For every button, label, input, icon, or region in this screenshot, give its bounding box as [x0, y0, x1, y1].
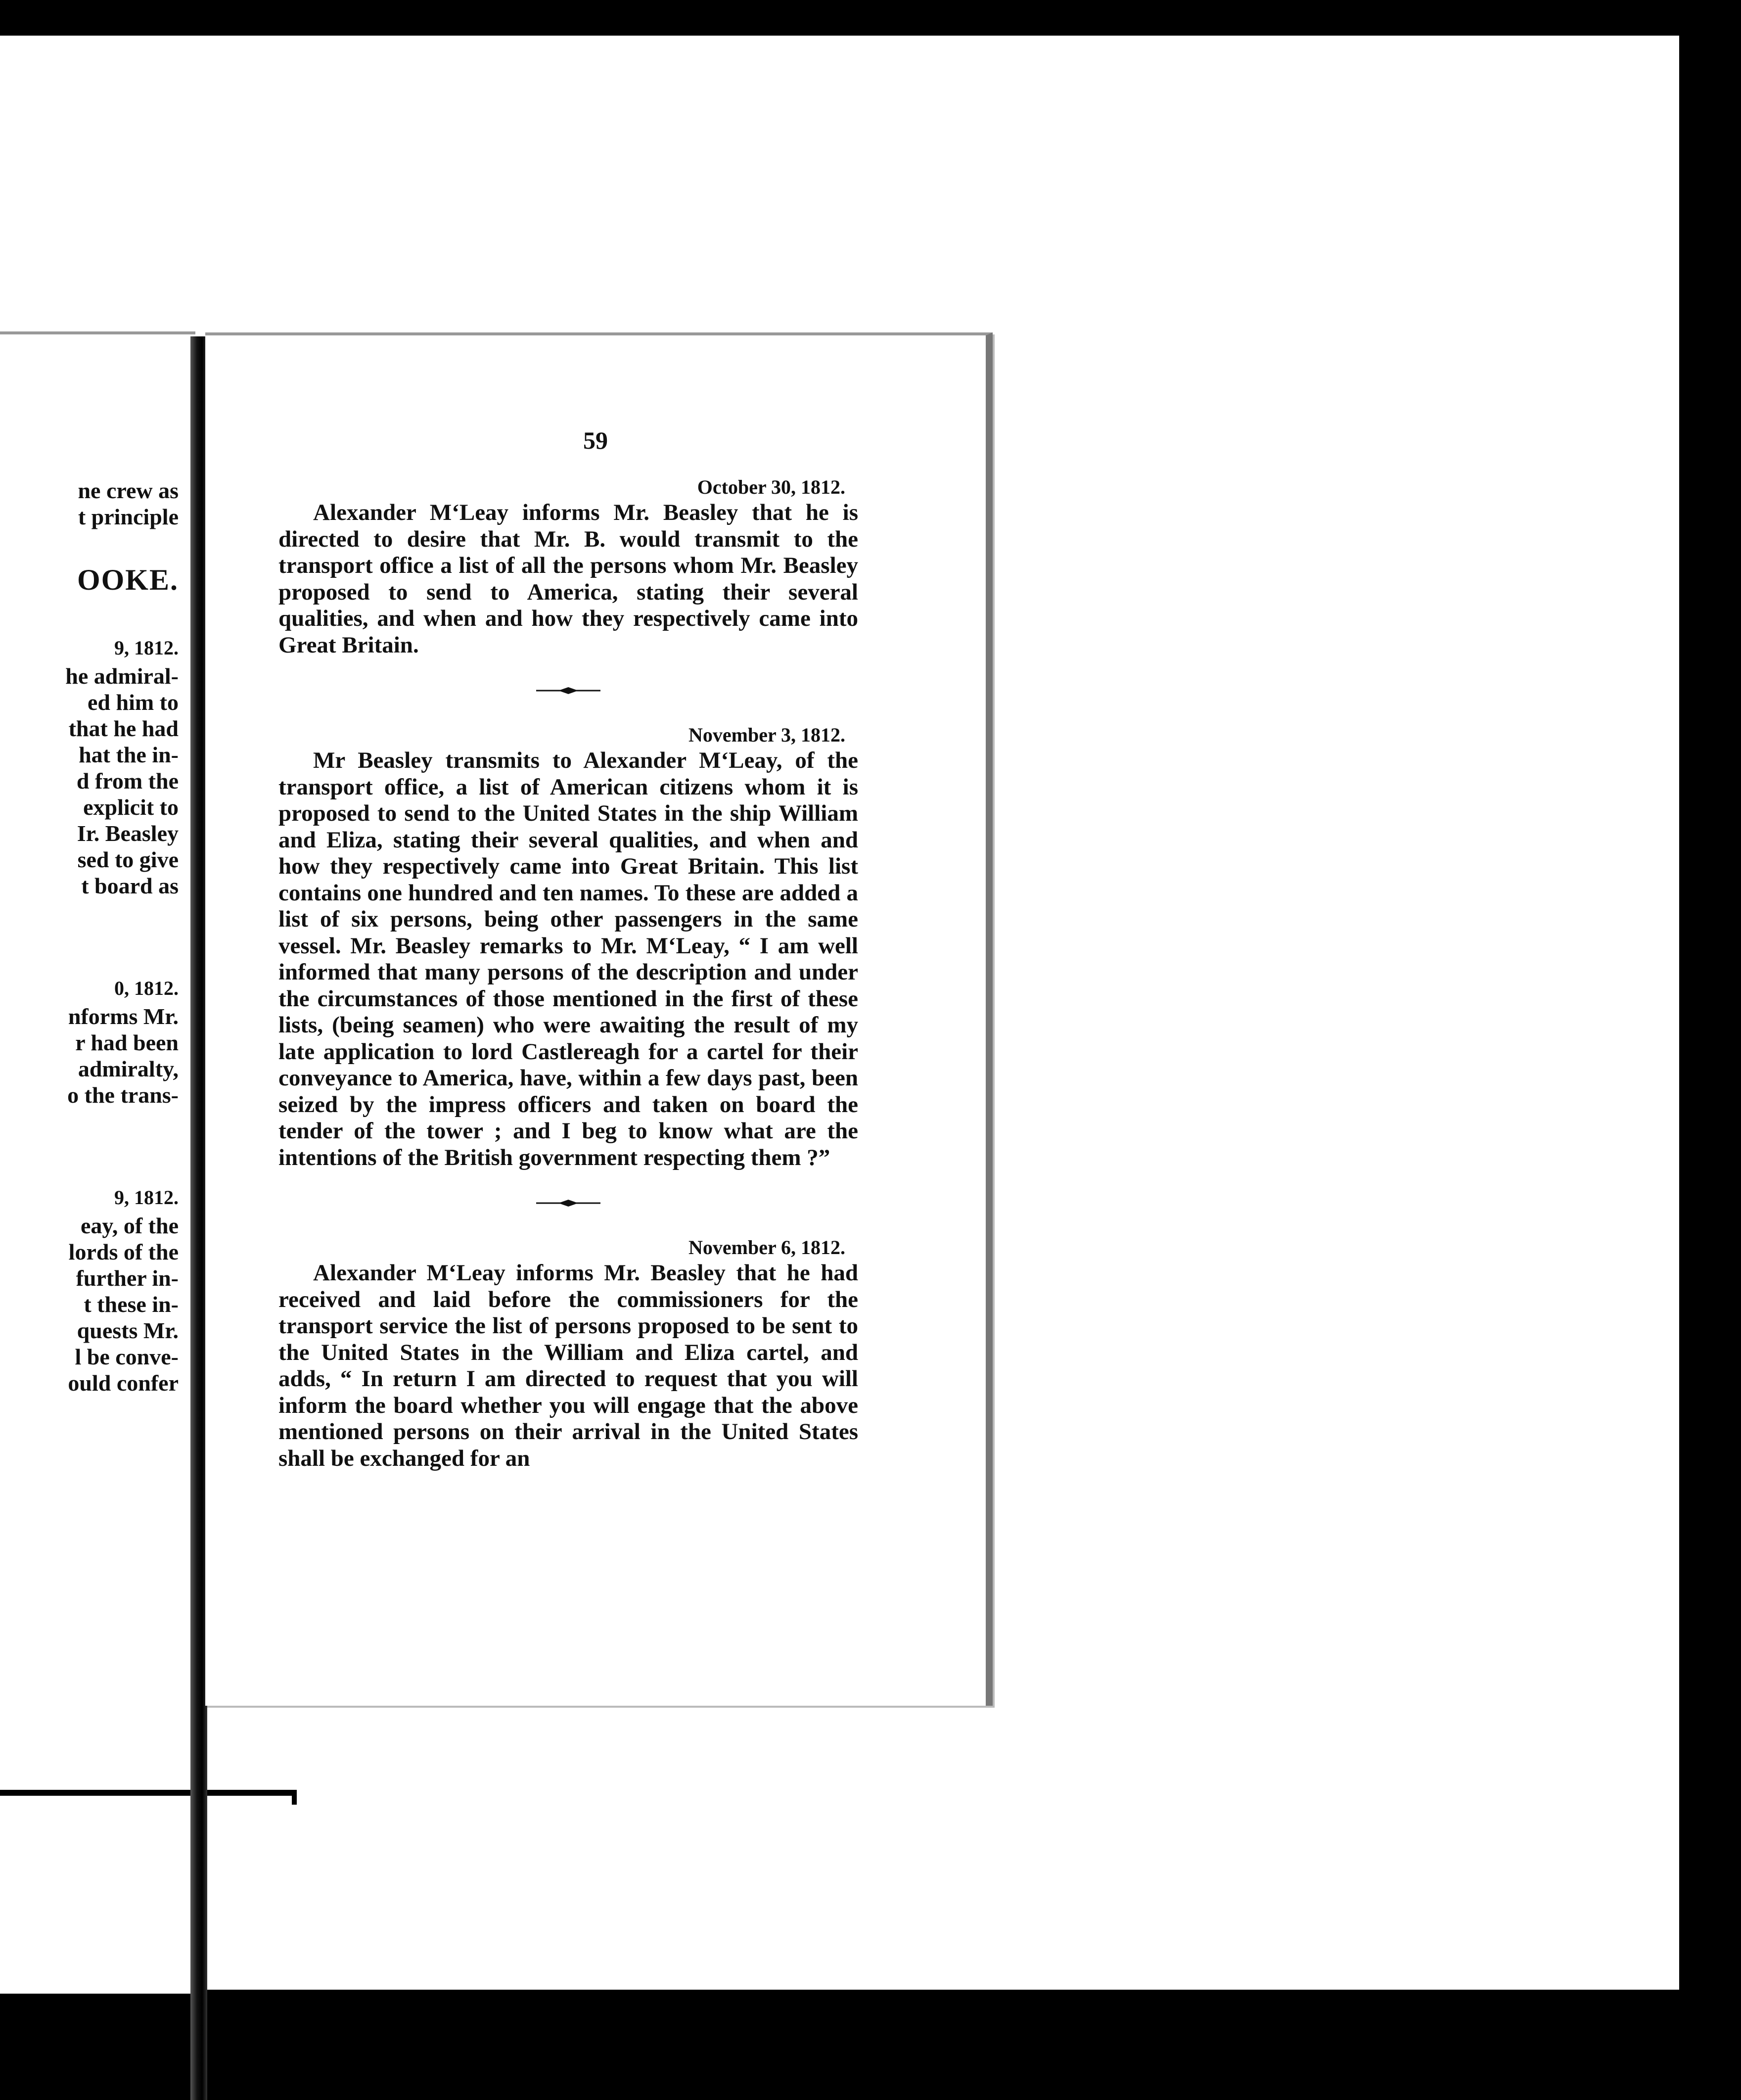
- text-line: t board as: [81, 873, 179, 898]
- text-line: nforms Mr.: [68, 1004, 179, 1029]
- book-page: [205, 332, 993, 1706]
- text-line: l be conve-: [75, 1344, 179, 1369]
- page-content: [278, 475, 858, 1472]
- entry-date: November 6, 1812.: [688, 1236, 845, 1259]
- text-line: further in-: [76, 1265, 179, 1291]
- entry-text: Alexander M‘Leay informs Mr. Beasley that he had received and laid before the commissioners for the transport service the list of persons proposed to be sent to the United States in the William and Eliza cartel, and adds, “ In return I am directed to request that you will inform the board whether you will engage that the above mentioned persons on their arrival in the United States shall be exchanged for an: [278, 1260, 858, 1471]
- previous-page-text: [0, 477, 179, 1396]
- entry-date: October 30, 1812.: [697, 476, 845, 498]
- entry-date: 0, 1812.: [114, 977, 179, 999]
- text-line: ed him to: [88, 690, 179, 715]
- section-divider: [278, 1171, 858, 1235]
- previous-page-fragment: [0, 331, 195, 1994]
- section-divider: [278, 658, 858, 723]
- text-line: lords of the: [68, 1239, 179, 1264]
- text-line: quests Mr.: [77, 1318, 179, 1343]
- text-line: Ir. Beasley: [77, 821, 179, 846]
- letter-entry: [278, 475, 858, 658]
- book-spine: [190, 336, 207, 2100]
- entry-text: Alexander M‘Leay informs Mr. Beasley that he is directed to desire that Mr. B. would transmit to the transport office a list of all the persons whom Mr. Beasley proposed to send to America, stating their several qualities, and when and how they respectively came into Great Britain.: [278, 500, 858, 658]
- page-number: 59: [583, 426, 608, 454]
- divider-ornament-icon: [536, 1199, 600, 1207]
- text-line: ould confer: [68, 1370, 179, 1396]
- text-line: he admiral-: [65, 663, 179, 689]
- text-line: admiralty,: [78, 1056, 179, 1081]
- text-line: that he had: [68, 716, 179, 741]
- entry-date: November 3, 1812.: [688, 724, 845, 746]
- letter-entry: [278, 1235, 858, 1472]
- page-bottom-edge: [0, 1790, 297, 1796]
- letter-entry: [278, 723, 858, 1171]
- text-line: o the trans-: [67, 1082, 179, 1108]
- text-line: ne crew as: [78, 478, 179, 503]
- text-line: d from the: [76, 768, 179, 793]
- page-edge: [0, 331, 195, 334]
- text-line: sed to give: [77, 847, 179, 872]
- entry-date: 9, 1812.: [114, 1186, 179, 1209]
- heading: OOKE.: [77, 563, 179, 596]
- divider-ornament-icon: [536, 687, 600, 695]
- text-line: hat the in-: [79, 742, 179, 767]
- text-line: eay, of the: [80, 1213, 179, 1238]
- entry-text: Mr Beasley transmits to Alexander M‘Leay, of the transport office, a list of American citizens whom it is proposed to send to the United States in the ship William and Eliza, stating their several qualities, and when and how they respectively came into Great Britain. This list contains one hundred and ten names. To these are added a list of six persons, being other passengers in the same vessel. Mr. Beasley remarks to Mr. M‘Leay, “ I am well informed that many persons of the description and under the circumstances of those mentioned in the first of these lists, (being seamen) who were awaiting the result of my late application to lord Castlereagh for a cartel for their conveyance to America, have, within a few days past, been seized by the impress officers and taken on board the tender of the tower ; and I beg to know what are the intentions of the British government respecting them ?”: [278, 747, 858, 1170]
- text-line: r had been: [75, 1030, 179, 1055]
- text-line: t principle: [78, 504, 179, 529]
- entry-date: 9, 1812.: [114, 637, 179, 659]
- text-line: explicit to: [83, 794, 179, 820]
- text-line: t these in-: [84, 1292, 179, 1317]
